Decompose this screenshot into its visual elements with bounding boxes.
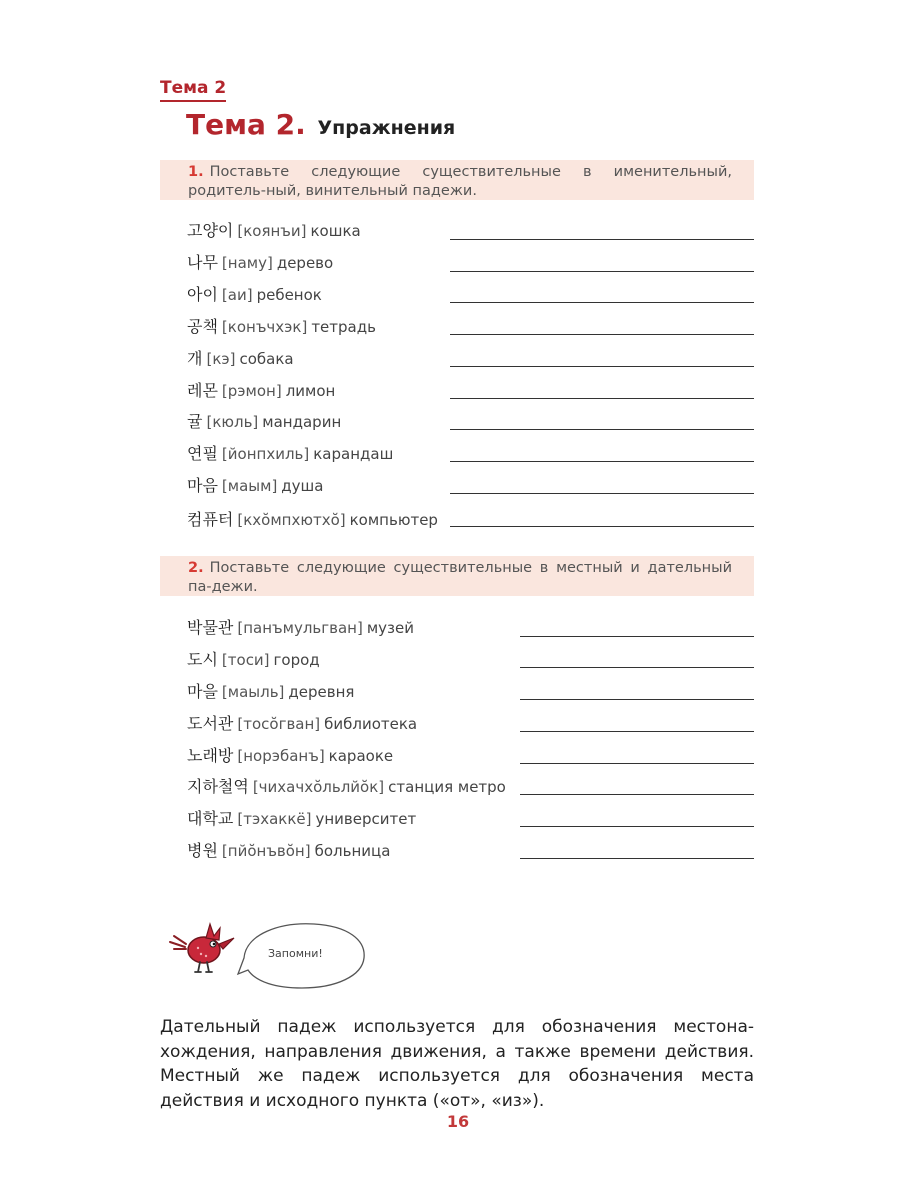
exercise-2-word bbox=[187, 745, 393, 767]
exercise-1-text: Поставьте следующие существительные в именительный, родитель-ный, винительный падежи. bbox=[188, 164, 732, 199]
transcription: [тосŏгван] bbox=[237, 715, 321, 733]
exercise-2-word bbox=[187, 649, 320, 671]
answer-line[interactable] bbox=[450, 239, 754, 240]
exercise-2-text: Поставьте следующие существительные в местный и дательный па-дежи. bbox=[188, 560, 732, 595]
transcription: [аи] bbox=[221, 286, 253, 304]
transcription: [наму] bbox=[221, 254, 273, 272]
korean-word: 나무 bbox=[187, 253, 218, 272]
translation: компьютер bbox=[349, 511, 438, 529]
exercise-2-number: 2. bbox=[188, 560, 204, 576]
exercise-1-word bbox=[187, 509, 438, 531]
title-sub: Упражнения bbox=[317, 117, 456, 139]
translation: душа bbox=[281, 477, 324, 495]
transcription: [пйŏнъвŏн] bbox=[221, 842, 311, 860]
exercise-1-word bbox=[187, 284, 322, 306]
translation: дерево bbox=[276, 254, 334, 272]
answer-line[interactable] bbox=[520, 763, 754, 764]
korean-word: 병원 bbox=[187, 841, 218, 860]
korean-word: 개 bbox=[187, 349, 203, 368]
korean-word: 컴퓨터 bbox=[187, 510, 234, 529]
korean-word: 노래방 bbox=[187, 746, 234, 765]
exercise-1-word bbox=[187, 348, 294, 370]
answer-line[interactable] bbox=[450, 271, 754, 272]
answer-line[interactable] bbox=[450, 366, 754, 367]
translation: ребенок bbox=[256, 286, 322, 304]
korean-word: 도시 bbox=[187, 650, 218, 669]
translation: станция метро bbox=[388, 778, 506, 796]
transcription: [маым] bbox=[221, 477, 278, 495]
exercise-1-word bbox=[187, 443, 393, 465]
transcription: [коянъи] bbox=[237, 222, 307, 240]
remember-label: Запомни! bbox=[268, 947, 323, 960]
korean-word: 공책 bbox=[187, 317, 218, 336]
korean-word: 레몬 bbox=[187, 381, 218, 400]
answer-line[interactable] bbox=[450, 526, 754, 527]
answer-line[interactable] bbox=[520, 826, 754, 827]
transcription: [тэхаккё] bbox=[237, 810, 312, 828]
exercise-1-word bbox=[187, 475, 323, 497]
grammar-note: Дательный падеж используется для обозначения местона-хождения, направления движения, а также времени действия. Местный же падеж используется для обозначения места действия и исходного пункта («от», «из»). bbox=[160, 1017, 754, 1111]
exercise-2-instruction bbox=[160, 556, 754, 596]
answer-line[interactable] bbox=[450, 302, 754, 303]
korean-word: 박물관 bbox=[187, 618, 234, 637]
exercise-2-word bbox=[187, 713, 417, 735]
transcription: [кюль] bbox=[206, 413, 259, 431]
transcription: [чихачхŏльлйŏк] bbox=[252, 778, 385, 796]
translation: мандарин bbox=[262, 413, 342, 431]
exercise-1-word bbox=[187, 220, 361, 242]
translation: университет bbox=[315, 810, 417, 828]
exercise-2-word bbox=[187, 808, 416, 830]
answer-line[interactable] bbox=[450, 334, 754, 335]
translation: караоке bbox=[328, 747, 394, 765]
translation: библиотека bbox=[324, 715, 418, 733]
exercise-2-word bbox=[187, 840, 390, 862]
translation: больница bbox=[314, 842, 391, 860]
answer-line[interactable] bbox=[450, 493, 754, 494]
exercise-1-instruction bbox=[160, 160, 754, 200]
korean-word: 지하철역 bbox=[187, 777, 249, 796]
answer-line[interactable] bbox=[450, 398, 754, 399]
exercise-1-word bbox=[187, 380, 335, 402]
transcription: [маыль] bbox=[221, 683, 285, 701]
answer-line[interactable] bbox=[520, 667, 754, 668]
title-main: Тема 2. bbox=[186, 108, 306, 141]
transcription: [кхŏмпхютхŏ] bbox=[237, 511, 346, 529]
transcription: [норэбанъ] bbox=[237, 747, 325, 765]
korean-word: 마음 bbox=[187, 476, 218, 495]
answer-line[interactable] bbox=[520, 794, 754, 795]
exercise-1-number: 1. bbox=[188, 164, 204, 180]
topic-tag: Тема 2 bbox=[160, 78, 226, 102]
answer-line[interactable] bbox=[520, 636, 754, 637]
korean-word: 연필 bbox=[187, 444, 218, 463]
exercise-1-word bbox=[187, 316, 376, 338]
translation: карандаш bbox=[313, 445, 394, 463]
answer-line[interactable] bbox=[520, 858, 754, 859]
korean-word: 도서관 bbox=[187, 714, 234, 733]
answer-line[interactable] bbox=[450, 461, 754, 462]
answer-line[interactable] bbox=[520, 699, 754, 700]
bird-mascot-icon bbox=[168, 918, 244, 976]
transcription: [йонпхиль] bbox=[221, 445, 310, 463]
korean-word: 아이 bbox=[187, 285, 218, 304]
transcription: [рэмон] bbox=[221, 382, 282, 400]
exercise-2-word bbox=[187, 681, 354, 703]
translation: лимон bbox=[285, 382, 336, 400]
korean-word: 대학교 bbox=[187, 809, 234, 828]
translation: собака bbox=[239, 350, 294, 368]
translation: тетрадь bbox=[311, 318, 376, 336]
korean-word: 귤 bbox=[187, 412, 203, 431]
translation: город bbox=[273, 651, 320, 669]
transcription: [кэ] bbox=[206, 350, 236, 368]
transcription: [тоси] bbox=[221, 651, 270, 669]
translation: музей bbox=[366, 619, 414, 637]
page-title bbox=[186, 108, 455, 145]
answer-line[interactable] bbox=[450, 429, 754, 430]
translation: кошка bbox=[310, 222, 361, 240]
exercise-1-word bbox=[187, 252, 333, 274]
transcription: [конъчхэк] bbox=[221, 318, 308, 336]
korean-word: 마을 bbox=[187, 682, 218, 701]
korean-word: 고양이 bbox=[187, 221, 234, 240]
exercise-1-word bbox=[187, 411, 341, 433]
transcription: [панъмульгван] bbox=[237, 619, 363, 637]
page-number: 16 bbox=[446, 1112, 470, 1131]
answer-line[interactable] bbox=[520, 731, 754, 732]
exercise-2-word bbox=[187, 617, 414, 639]
translation: деревня bbox=[288, 683, 355, 701]
exercise-2-word bbox=[187, 776, 506, 798]
